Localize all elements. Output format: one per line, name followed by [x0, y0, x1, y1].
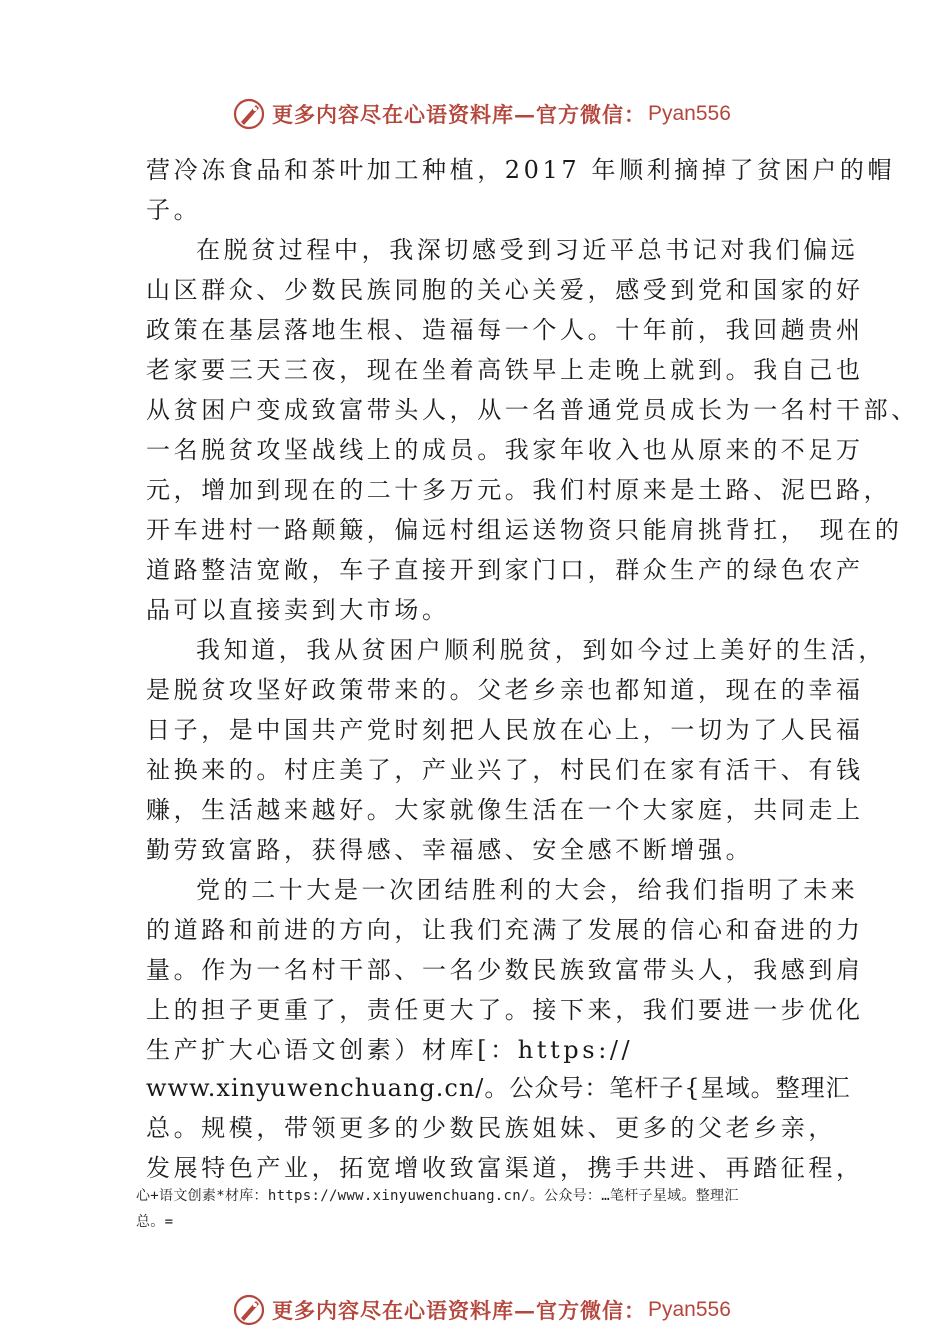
body-line: 营冷冻食品和茶叶加工种植，2017 年顺利摘掉了贫困户的帽	[146, 156, 896, 184]
body-line: 元，增加到现在的二十多万元。我们村原来是土路、泥巴路，	[146, 476, 892, 504]
body-line: 山区群众、少数民族同胞的关心关爱，感受到党和国家的好	[146, 276, 864, 304]
body-line: 发展特色产业，拓宽增收致富渠道，携手共进、再踏征程，	[146, 1154, 864, 1182]
body-line: 日子，是中国共产党时刻把人民放在心上，一切为了人民福	[146, 716, 864, 744]
body-line: 道路整洁宽敞，车子直接开到家门口，群众生产的绿色农产	[146, 556, 864, 584]
body-line: 上的担子更重了，责任更大了。接下来，我们要进一步优化	[146, 996, 864, 1024]
body-line: 是脱贫攻坚好政策带来的。父老乡亲也都知道，现在的幸福	[146, 676, 864, 704]
header-account: Pyan556	[648, 102, 731, 125]
pen-nib-logo-icon	[232, 97, 266, 131]
body-line: 党的二十大是一次团结胜利的大会，给我们指明了未来	[196, 876, 859, 904]
body-line: 老家要三天三夜，现在坐着高铁早上走晚上就到。我自己也	[146, 356, 864, 384]
body-line: 赚，生活越来越好。大家就像生活在一个大家庭，共同走上	[146, 796, 864, 824]
footer-account: Pyan556	[648, 1298, 731, 1321]
body-line: 我知道，我从贫困户顺利脱贫，到如今过上美好的生活，	[196, 636, 886, 664]
body-line: 勤劳致富路，获得感、幸福感、安全感不断增强。	[146, 836, 754, 864]
body-line: 子。	[146, 196, 202, 224]
body-line: 量。作为一名村干部、一名少数民族致富带头人，我感到肩	[146, 956, 864, 984]
body-line: 生产扩大心语文创素）材库[：https://	[146, 1036, 634, 1064]
body-line: 祉换来的。村庄美了，产业兴了，村民们在家有活干、有钱	[146, 756, 864, 784]
body-line: 从贫困户变成致富带头人，从一名普通党员成长为一名村干部、	[146, 396, 919, 424]
footer-banner	[232, 1290, 731, 1330]
body-line: 政策在基层落地生根、造福每一个人。十年前，我回趟贵州	[146, 316, 864, 344]
body-line: 的道路和前进的方向，让我们充满了发展的信心和奋进的力	[146, 916, 864, 944]
footer-title: 更多内容尽在心语资料库—官方微信：	[272, 1298, 646, 1323]
footnote-line-1: 心+语文创素*材库：https://www.xinyuwenchuang.cn/。公众号：…笔杆子星域。整理汇	[136, 1188, 739, 1204]
body-line: 在脱贫过程中，我深切感受到习近平总书记对我们偏远	[196, 236, 859, 264]
body-line: 一名脱贫攻坚战线上的成员。我家年收入也从原来的不足万	[146, 436, 864, 464]
footnote-line-2: 总。=	[136, 1214, 174, 1230]
body-line: www.xinyuwenchuang.cn/。公众号：笔杆子{星域。整理汇	[146, 1074, 851, 1102]
body-line: 开车进村一路颠簸，偏远村组运送物资只能肩挑背扛， 现在的	[146, 516, 903, 544]
pen-nib-logo-icon	[232, 1293, 266, 1327]
header-banner	[232, 94, 731, 134]
body-line: 品可以直接卖到大市场。	[146, 596, 450, 624]
body-line: 总。规模，带领更多的少数民族姐妹、更多的父老乡亲，	[146, 1114, 836, 1142]
header-title: 更多内容尽在心语资料库—官方微信：	[272, 102, 646, 127]
